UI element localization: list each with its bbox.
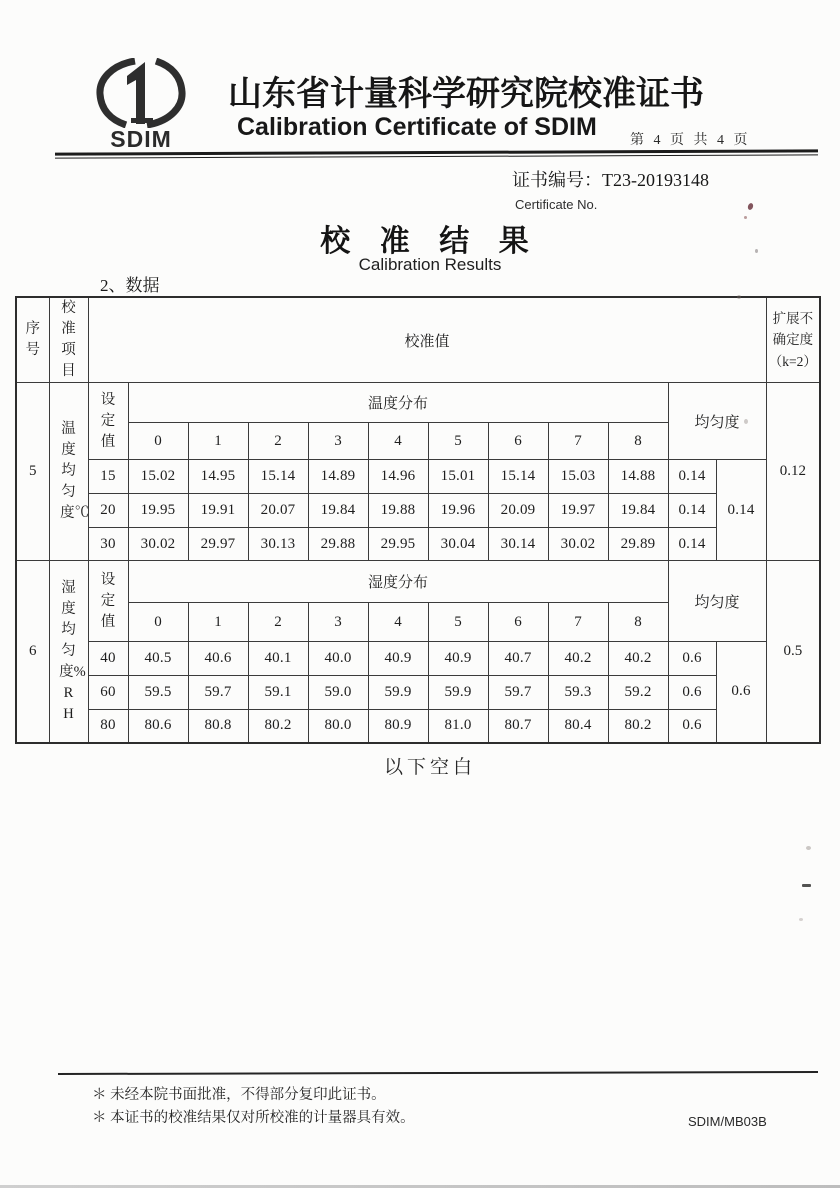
set-value: 20 <box>88 494 128 528</box>
measured-value: 30.13 <box>248 528 308 561</box>
scan-speck <box>747 202 754 210</box>
calibration-data-table <box>15 296 821 744</box>
row-uniformity: 0.14 <box>668 494 716 528</box>
row-uniformity: 0.6 <box>668 642 716 676</box>
measured-value: 59.9 <box>368 676 428 710</box>
row-uniformity: 0.14 <box>668 460 716 494</box>
measured-value: 59.7 <box>188 676 248 710</box>
measured-value: 14.88 <box>608 460 668 494</box>
measured-value: 80.8 <box>188 710 248 743</box>
set-value: 80 <box>88 710 128 743</box>
measured-value: 15.03 <box>548 460 608 494</box>
header-seq: 序号 <box>16 297 49 383</box>
footer-notes <box>92 1084 415 1131</box>
hum-seq: 6 <box>16 561 49 743</box>
measured-value: 29.89 <box>608 528 668 561</box>
row-uniformity: 0.6 <box>668 676 716 710</box>
hum-distribution-header: 湿度分布 <box>128 561 668 603</box>
measured-value: 19.96 <box>428 494 488 528</box>
measured-value: 15.02 <box>128 460 188 494</box>
hum-row-60 <box>16 676 820 710</box>
measured-value: 29.97 <box>188 528 248 561</box>
row-uniformity: 0.14 <box>668 528 716 561</box>
hum-point: 8 <box>608 603 668 642</box>
temp-expanded-uncertainty: 0.12 <box>766 383 820 561</box>
logo-label: SDIM <box>110 126 172 152</box>
certificate-number-label-en: Certificate No. <box>515 197 598 212</box>
row-uniformity: 0.6 <box>668 710 716 743</box>
org-title-cn: 山东省计量科学研究院校准证书 <box>228 76 704 113</box>
table-header-row <box>16 297 820 383</box>
hum-point: 5 <box>428 603 488 642</box>
temp-setvalue-header: 设定值 <box>88 383 128 460</box>
temp-row-30 <box>16 528 820 561</box>
temp-point: 7 <box>548 423 608 460</box>
measured-value: 80.9 <box>368 710 428 743</box>
scan-speck <box>755 249 758 253</box>
footer-note-1: ＊ 未经本院书面批准，不得部分复印此证书。 <box>92 1087 386 1103</box>
temp-point: 4 <box>368 423 428 460</box>
measured-value: 81.0 <box>428 710 488 743</box>
temp-row-15 <box>16 460 820 494</box>
measured-value: 15.14 <box>248 460 308 494</box>
hum-point: 2 <box>248 603 308 642</box>
measured-value: 40.9 <box>428 642 488 676</box>
measured-value: 20.07 <box>248 494 308 528</box>
measured-value: 59.7 <box>488 676 548 710</box>
sdim-logo <box>82 58 200 153</box>
scan-speck <box>806 846 811 850</box>
hum-expanded-uncertainty: 0.5 <box>766 561 820 743</box>
temp-point: 6 <box>488 423 548 460</box>
scan-speck <box>799 918 803 921</box>
temp-point: 2 <box>248 423 308 460</box>
measured-value: 19.97 <box>548 494 608 528</box>
hum-row-40 <box>16 642 820 676</box>
measured-value: 14.89 <box>308 460 368 494</box>
measured-value: 59.3 <box>548 676 608 710</box>
measured-value: 40.2 <box>608 642 668 676</box>
temp-point: 1 <box>188 423 248 460</box>
temp-point: 0 <box>128 423 188 460</box>
hum-setvalue-header: 设定值 <box>88 561 128 642</box>
measured-value: 80.4 <box>548 710 608 743</box>
measured-value: 59.1 <box>248 676 308 710</box>
measured-value: 59.9 <box>428 676 488 710</box>
measured-value: 80.2 <box>608 710 668 743</box>
certificate-number: 证书编号：T23-20193148 <box>512 170 709 190</box>
measured-value: 19.84 <box>308 494 368 528</box>
hum-section-header-row <box>16 561 820 603</box>
temp-overall-uniformity: 0.14 <box>716 460 766 561</box>
measured-value: 30.02 <box>548 528 608 561</box>
measured-value: 14.95 <box>188 460 248 494</box>
measured-value: 40.9 <box>368 642 428 676</box>
sdim-logo-icon <box>89 58 193 128</box>
measured-value: 80.6 <box>128 710 188 743</box>
set-value: 60 <box>88 676 128 710</box>
measured-value: 15.14 <box>488 460 548 494</box>
temp-row-20 <box>16 494 820 528</box>
measured-value: 80.2 <box>248 710 308 743</box>
hum-uniformity-header: 均匀度 <box>668 561 766 642</box>
measured-value: 20.09 <box>488 494 548 528</box>
header-item: 校准项目 <box>49 297 88 383</box>
measured-value: 59.2 <box>608 676 668 710</box>
results-title-cn: 校 准 结 果 <box>320 225 540 258</box>
measured-value: 19.84 <box>608 494 668 528</box>
scan-speck <box>744 419 748 424</box>
measured-value: 80.0 <box>308 710 368 743</box>
measured-value: 59.0 <box>308 676 368 710</box>
measured-value: 14.96 <box>368 460 428 494</box>
hum-point: 4 <box>368 603 428 642</box>
hum-row-80 <box>16 710 820 743</box>
measured-value: 29.95 <box>368 528 428 561</box>
set-value: 40 <box>88 642 128 676</box>
temp-seq: 5 <box>16 383 49 561</box>
scan-speck <box>737 295 741 299</box>
measured-value: 19.95 <box>128 494 188 528</box>
temp-uniformity-header: 均匀度 <box>668 383 766 460</box>
header-uncertainty: 扩展不确定度 （k=2） <box>766 297 820 383</box>
hum-overall-uniformity: 0.6 <box>716 642 766 743</box>
hum-point: 3 <box>308 603 368 642</box>
measured-value: 29.88 <box>308 528 368 561</box>
hum-point: 7 <box>548 603 608 642</box>
set-value: 30 <box>88 528 128 561</box>
results-title-en: Calibration Results <box>358 255 502 274</box>
temp-point: 8 <box>608 423 668 460</box>
measured-value: 40.6 <box>188 642 248 676</box>
footer-divider <box>58 1071 818 1075</box>
measured-value: 19.88 <box>368 494 428 528</box>
set-value: 15 <box>88 460 128 494</box>
footer-note-2: ＊ 本证书的校准结果仅对所校准的计量器具有效。 <box>92 1110 415 1127</box>
form-code: SDIM/MB03B <box>688 1114 767 1129</box>
hum-point: 0 <box>128 603 188 642</box>
header-value: 校准值 <box>88 297 766 383</box>
temp-point: 3 <box>308 423 368 460</box>
temp-item: 温度均匀度℃ <box>49 383 88 561</box>
measured-value: 30.04 <box>428 528 488 561</box>
measured-value: 40.7 <box>488 642 548 676</box>
measured-value: 40.1 <box>248 642 308 676</box>
temp-point: 5 <box>428 423 488 460</box>
scan-speck <box>744 216 747 219</box>
temp-distribution-header: 温度分布 <box>128 383 668 423</box>
measured-value: 40.0 <box>308 642 368 676</box>
hum-item: 湿度均匀度%RH <box>49 561 88 743</box>
measured-value: 40.5 <box>128 642 188 676</box>
data-section-label: 2、数据 <box>100 276 160 295</box>
calibration-table <box>15 296 819 744</box>
measured-value: 40.2 <box>548 642 608 676</box>
measured-value: 30.02 <box>128 528 188 561</box>
hum-point: 1 <box>188 603 248 642</box>
measured-value: 30.14 <box>488 528 548 561</box>
scan-speck <box>802 884 811 887</box>
blank-below-note: 以下空白 <box>383 757 476 778</box>
temp-section-header-row <box>16 383 820 423</box>
measured-value: 19.91 <box>188 494 248 528</box>
measured-value: 80.7 <box>488 710 548 743</box>
measured-value: 59.5 <box>128 676 188 710</box>
page-number: 第 4 页 共 4 页 <box>630 133 751 148</box>
org-title-en: Calibration Certificate of SDIM <box>237 113 597 141</box>
hum-point: 6 <box>488 603 548 642</box>
measured-value: 15.01 <box>428 460 488 494</box>
